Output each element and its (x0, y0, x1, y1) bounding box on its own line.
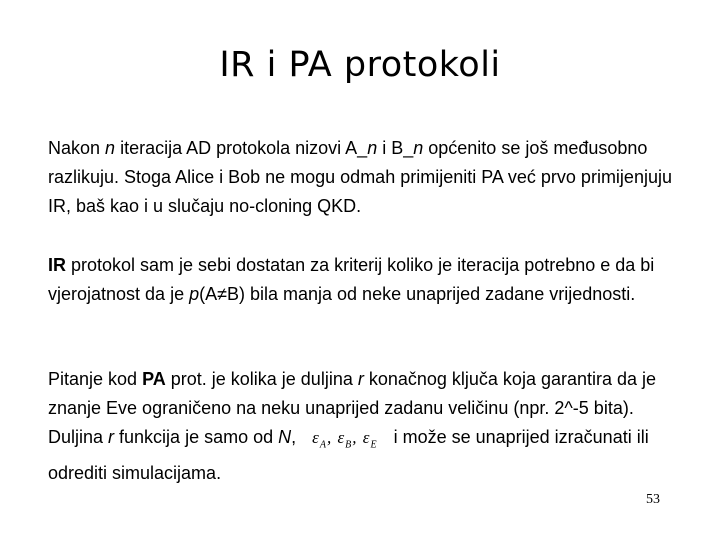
text-segment: općenito se još međusobno razlikuju. Stoga Alice i Bob ne mogu odmah primijeniti PA već prvo primijenjuju IR, baš kao i u slučaju no-cloning QKD. (48, 138, 672, 216)
text-segment: , (291, 427, 297, 447)
variable-p: p (189, 284, 200, 304)
text-segment: iteracija AD protokola nizovi A_ (115, 138, 368, 158)
subscript-e: E (370, 439, 378, 451)
text-segment: Pitanje kod (48, 369, 143, 389)
epsilon-symbol: ε (362, 428, 371, 447)
term-pa: PA (142, 369, 166, 389)
epsilon-formula (296, 428, 393, 451)
subscript-a: A (319, 439, 327, 451)
text-segment: funkcija je samo od (114, 427, 279, 447)
variable-n: n (105, 138, 116, 158)
text-segment: i B_ (377, 138, 414, 158)
variable-r: r (108, 427, 115, 447)
epsilon-symbol: ε (312, 428, 320, 447)
text-segment: Nakon (48, 138, 106, 158)
paragraph-ir-protocol (48, 251, 688, 309)
variable-n: n (413, 138, 424, 158)
term-ir: IR (48, 255, 66, 275)
paragraph-ad-protocol (48, 134, 688, 221)
slide-title: IR i PA protokoli (219, 45, 501, 85)
text-segment: i može se unaprijed izračunati ili odrediti simulacijama. (48, 427, 649, 484)
text-segment: konačnog ključa koja garantira da je znanje Eve ograničeno na neku unaprijed zadanu veličinu (npr. 2^-5 bita). Duljina (48, 369, 657, 447)
variable-n: n (367, 138, 378, 158)
formula-separator: , (326, 428, 338, 447)
formula-separator: , (352, 428, 363, 447)
text-segment: (A≠B) bila manja od neke unaprijed zadane vrijednosti. (199, 284, 636, 304)
paragraph-pa-protocol (48, 365, 688, 488)
page-number: 53 (646, 492, 660, 507)
text-segment: prot. je kolika je duljina (165, 369, 358, 389)
subscript-b: B (345, 439, 353, 451)
epsilon-symbol: ε (337, 428, 346, 447)
variable-r: r (357, 369, 364, 389)
variable-n-upper: N (278, 427, 292, 447)
text-segment: protokol sam je sebi dostatan za kriterij koliko je iteracija potrebno e da bi vjerojatnost da je (48, 255, 655, 304)
